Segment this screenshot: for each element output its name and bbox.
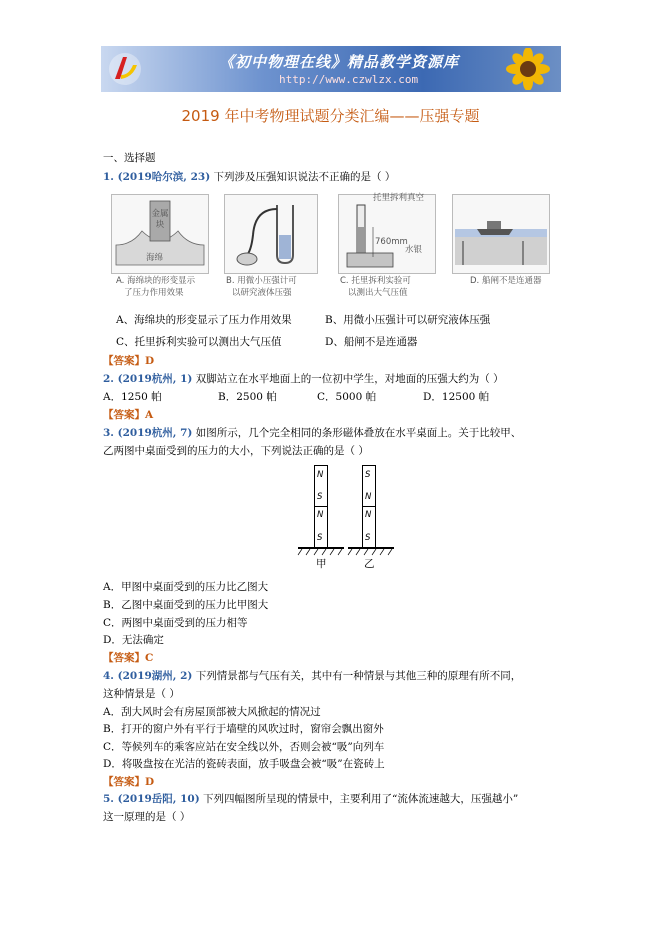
question-4-option-a: A．刮大风时会有房屋顶部被大风掀起的情况过 (103, 706, 321, 718)
question-4-option-b: B．打开的窗户外有平行于墙壁的风吹过时，窗帘会飘出窗外 (103, 723, 384, 735)
figure-a (111, 194, 209, 274)
question-2-option-d: D．12500 帕 (423, 391, 490, 403)
question-1-number: 1. (2019哈尔滨, 23) (103, 171, 211, 183)
ship-lock-illustration (453, 195, 549, 273)
question-1-option-c: C、托里拆利实验可以测出大气压值 (116, 336, 282, 348)
right-magnet-pole-1: S (365, 470, 371, 480)
figure-label-jia: 甲 (316, 558, 327, 570)
question-1-option-d: D、船闸不是连通器 (325, 336, 418, 348)
question-3-answer: 【答案】C (103, 652, 154, 664)
question-4-number: 4. (2019湖州, 2) (103, 670, 193, 682)
magnet-divider (315, 506, 327, 507)
question-4-option-c: C．等候列车的乘客应站在安全线以外，否则会被“吸”向列车 (103, 741, 385, 753)
left-magnet-pole-2: S (317, 492, 323, 502)
question-3-number: 3. (2019杭州, 7) (103, 427, 193, 439)
section-heading: 一、选择题 (103, 152, 156, 164)
question-2-stem: 双脚站立在水平地面上的一位初中学生，对地面的压强大约为（ ） (195, 373, 504, 385)
figure-a-caption-1: A. 海绵块的形变显示 (116, 276, 196, 286)
question-3-option-c: C．两图中桌面受到的压力相等 (103, 617, 248, 629)
figure-d-caption-1: D. 船闸不是连通器 (470, 276, 542, 286)
magnet-figure (296, 465, 396, 575)
right-magnet-pole-2: N (365, 492, 372, 502)
right-magnet-pole-3: N (365, 510, 372, 520)
question-4-option-d: D．将吸盘按在光洁的瓷砖表面，放手吸盘会被“吸”在瓷砖上 (103, 758, 385, 770)
question-3-stem-line-1: 如图所示，几个完全相同的条形磁体叠放在水平桌面上。关于比较甲、 (195, 427, 522, 439)
magnet-stack-left (314, 465, 328, 549)
question-3-option-d: D．无法确定 (103, 634, 164, 646)
site-logo-icon (107, 51, 143, 87)
question-4-stem-line-1: 下列情景都与气压有关，其中有一种情景与其他三种的原理有所不同， (195, 670, 522, 682)
question-3 (103, 426, 521, 440)
question-1-option-a: A、海绵块的形变显示了压力作用效果 (116, 314, 292, 326)
figure-c-caption-1: C. 托里拆利实验可 (340, 276, 411, 286)
left-magnet-pole-1: N (317, 470, 324, 480)
question-3-option-b: B．乙图中桌面受到的压力比甲图大 (103, 599, 269, 611)
figure-label-yi: 乙 (364, 558, 375, 570)
figure-c-mercury-label: 水银 (405, 245, 423, 255)
left-magnet-pole-4: S (317, 533, 323, 543)
question-1 (103, 170, 395, 184)
question-2-number: 2. (2019杭州, 1) (103, 373, 193, 385)
left-magnet-pole-3: N (317, 510, 324, 520)
question-1-answer: 【答案】D (103, 355, 155, 367)
figure-c-caption-2: 以测出大气压值 (348, 288, 408, 298)
figure-a-caption-2: 了压力作用效果 (124, 288, 184, 298)
figure-d (452, 194, 550, 274)
torricelli-experiment-illustration (339, 195, 435, 273)
document-title: 2019 年中考物理试题分类汇编——压强专题 (181, 107, 480, 125)
magnet-divider (363, 506, 375, 507)
question-1-stem: 下列涉及压强知识说法不正确的是（ ） (213, 171, 396, 183)
question-1-option-b: B、用微小压强计可以研究液体压强 (325, 314, 491, 326)
figure-b (224, 194, 318, 274)
sunflower-icon (499, 48, 557, 90)
pressure-gauge-illustration (225, 195, 317, 273)
banner-title: 《初中物理在线》精品教学资源库 (219, 53, 460, 71)
header-banner (101, 46, 561, 92)
question-2-answer: 【答案】A (103, 409, 154, 421)
magnet-stack-right (362, 465, 376, 549)
figure-c-vacuum-label: 托里拆利真空 (373, 193, 425, 203)
figure-b-caption-1: B. 用微小压强计可 (226, 276, 297, 286)
figure-c-height-label: 760mm (375, 237, 408, 247)
question-5-stem-line-1: 下列四幅图所呈现的情景中，主要利用了“流体流速越大，压强越小” (203, 793, 519, 805)
banner-url: http://www.czwlzx.com (279, 73, 419, 86)
figure-c (338, 194, 436, 274)
question-5 (103, 792, 518, 806)
question-3-option-a: A．甲图中桌面受到的压力比乙图大 (103, 581, 269, 593)
question-2-option-c: C．5000 帕 (317, 391, 377, 403)
question-4 (103, 669, 521, 683)
figure-b-caption-2: 以研究液体压强 (232, 288, 292, 298)
right-magnet-pole-4: S (365, 533, 371, 543)
question-2-option-b: B．2500 帕 (218, 391, 277, 403)
question-4-answer: 【答案】D (103, 776, 155, 788)
question-2-option-a: A．1250 帕 (103, 391, 162, 403)
figure-a-sponge-label: 海绵 (146, 253, 164, 263)
question-5-number: 5. (2019岳阳, 10) (103, 793, 200, 805)
question-5-stem-line-2: 这一原理的是（ ） (103, 811, 191, 823)
question-4-stem-line-2: 这种情景是（ ） (103, 688, 180, 700)
figure-a-block-label: 金属块 (151, 209, 169, 230)
question-3-stem-line-2: 乙两图中桌面受到的压力的大小，下列说法正确的是（ ） (103, 445, 369, 457)
table-surface (296, 547, 396, 557)
question-2 (103, 372, 504, 386)
